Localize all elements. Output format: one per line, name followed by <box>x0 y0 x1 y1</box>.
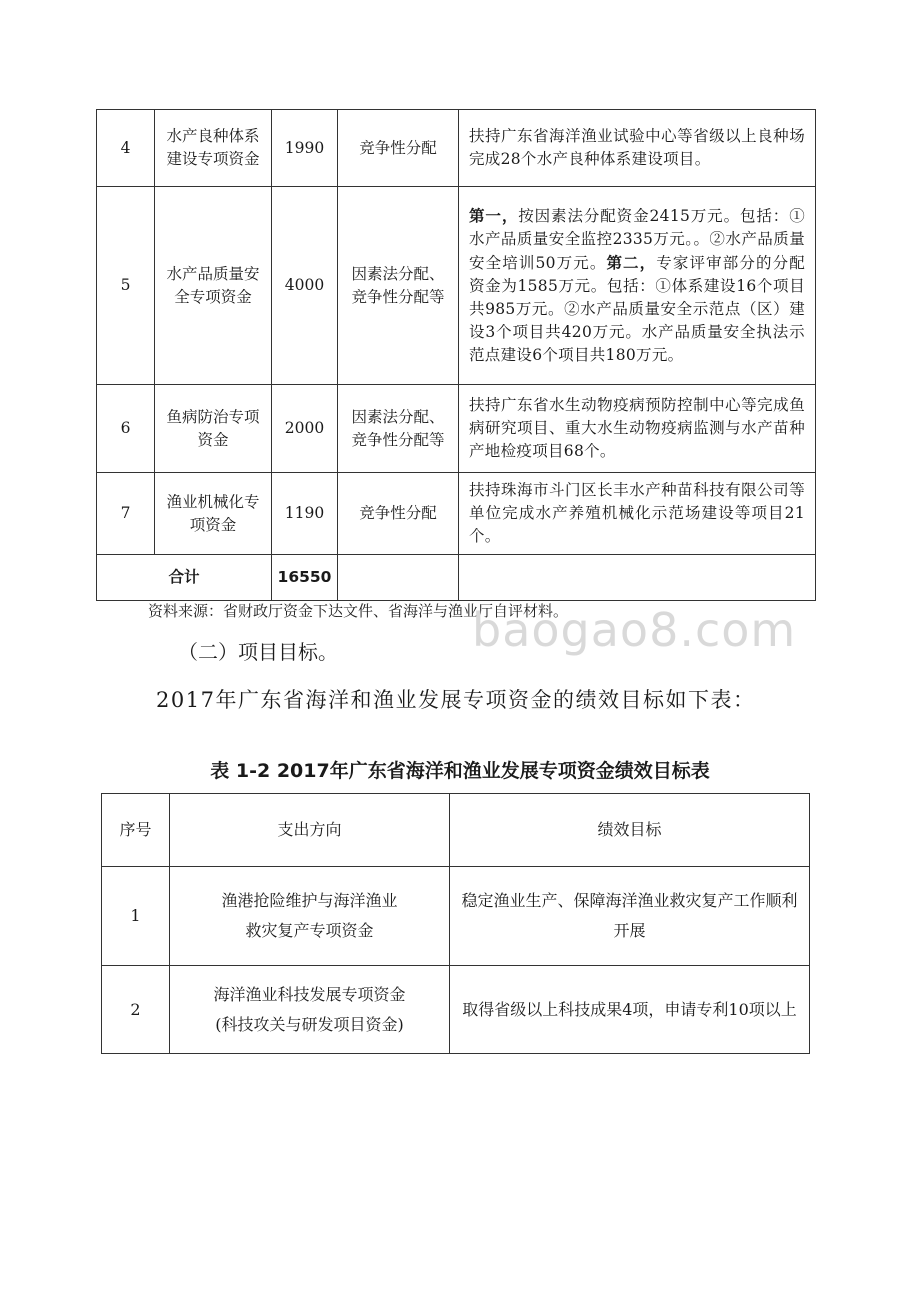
fund-amount: 2000 <box>272 385 338 473</box>
fund-name: 水产良种体系建设专项资金 <box>155 110 272 187</box>
row-number: 2 <box>102 966 170 1054</box>
total-label: 合计 <box>97 555 272 601</box>
funding-table <box>96 109 816 601</box>
fund-amount: 4000 <box>272 187 338 385</box>
table-row <box>102 966 810 1054</box>
row-number: 7 <box>97 473 155 555</box>
allocation-method: 因素法分配、竞争性分配等 <box>338 187 459 385</box>
table-row <box>97 473 816 555</box>
spending-direction <box>170 867 450 966</box>
spending-direction <box>170 966 450 1054</box>
direction-line: (科技攻关与研发项目资金) <box>215 1014 404 1034</box>
total-row <box>97 555 816 601</box>
desc-part-two: 专家评审部分的分配资金为1585万元。包括：①体系建设16个项目共985万元。②水产品质量安全示范点（区）建设3个项目共420万元。水产品质量安全执法示范点建设6个项目共180万元。 <box>469 254 805 364</box>
direction-line: 救灾复产专项资金 <box>245 921 374 940</box>
fund-name: 鱼病防治专项资金 <box>155 385 272 473</box>
fund-description: 扶持珠海市斗门区长丰水产种苗科技有限公司等单位完成水产养殖机械化示范场建设等项目21个。 <box>459 473 816 555</box>
table-row <box>97 385 816 473</box>
fund-description: 扶持广东省海洋渔业试验中心等省级以上良种场完成28个水产良种体系建设项目。 <box>459 110 816 187</box>
direction-line: 渔港抢险维护与海洋渔业 <box>221 891 398 910</box>
total-value: 16550 <box>272 555 338 601</box>
header-row <box>102 794 810 867</box>
fund-amount: 1190 <box>272 473 338 555</box>
row-number: 6 <box>97 385 155 473</box>
performance-target-table <box>101 793 810 1054</box>
desc-part-one: 按因素法分配资金2415万元。包括：①水产品质量安全监控2335万元。。②水产品质量安全培训50万元。 <box>469 207 805 272</box>
row-number: 1 <box>102 867 170 966</box>
header-direction: 支出方向 <box>170 794 450 867</box>
allocation-method: 竞争性分配 <box>338 473 459 555</box>
empty-cell <box>459 555 816 601</box>
body-paragraph: 2017年广东省海洋和渔业发展专项资金的绩效目标如下表： <box>156 688 756 712</box>
allocation-method: 因素法分配、竞争性分配等 <box>338 385 459 473</box>
lead-first: 第一， <box>469 206 519 225</box>
source-note: 资料来源：省财政厅资金下达文件、省海洋与渔业厅自评材料。 <box>148 602 569 620</box>
fund-description: 扶持广东省水生动物疫病预防控制中心等完成鱼病研究项目、重大水生动物疫病监测与水产苗种产地检疫项目68个。 <box>459 385 816 473</box>
performance-target: 稳定渔业生产、保障海洋渔业救灾复产工作顺利开展 <box>450 867 810 966</box>
table-caption: 表 1-2 2017年广东省海洋和渔业发展专项资金绩效目标表 <box>210 760 710 782</box>
table-row <box>102 867 810 966</box>
watermark: baogao8.com <box>472 603 797 657</box>
fund-name: 渔业机械化专项资金 <box>155 473 272 555</box>
performance-target: 取得省级以上科技成果4项，申请专利10项以上 <box>450 966 810 1054</box>
allocation-method: 竞争性分配 <box>338 110 459 187</box>
header-no: 序号 <box>102 794 170 867</box>
lead-second: 第二， <box>606 253 657 272</box>
fund-name: 水产品质量安全专项资金 <box>155 187 272 385</box>
header-target: 绩效目标 <box>450 794 810 867</box>
row-number: 4 <box>97 110 155 187</box>
section-subheading: （二）项目目标。 <box>178 640 338 664</box>
fund-description <box>459 187 816 385</box>
empty-cell <box>338 555 459 601</box>
direction-line: 海洋渔业科技发展专项资金 <box>213 984 406 1004</box>
table-row <box>97 187 816 385</box>
row-number: 5 <box>97 187 155 385</box>
table-row <box>97 110 816 187</box>
fund-amount: 1990 <box>272 110 338 187</box>
